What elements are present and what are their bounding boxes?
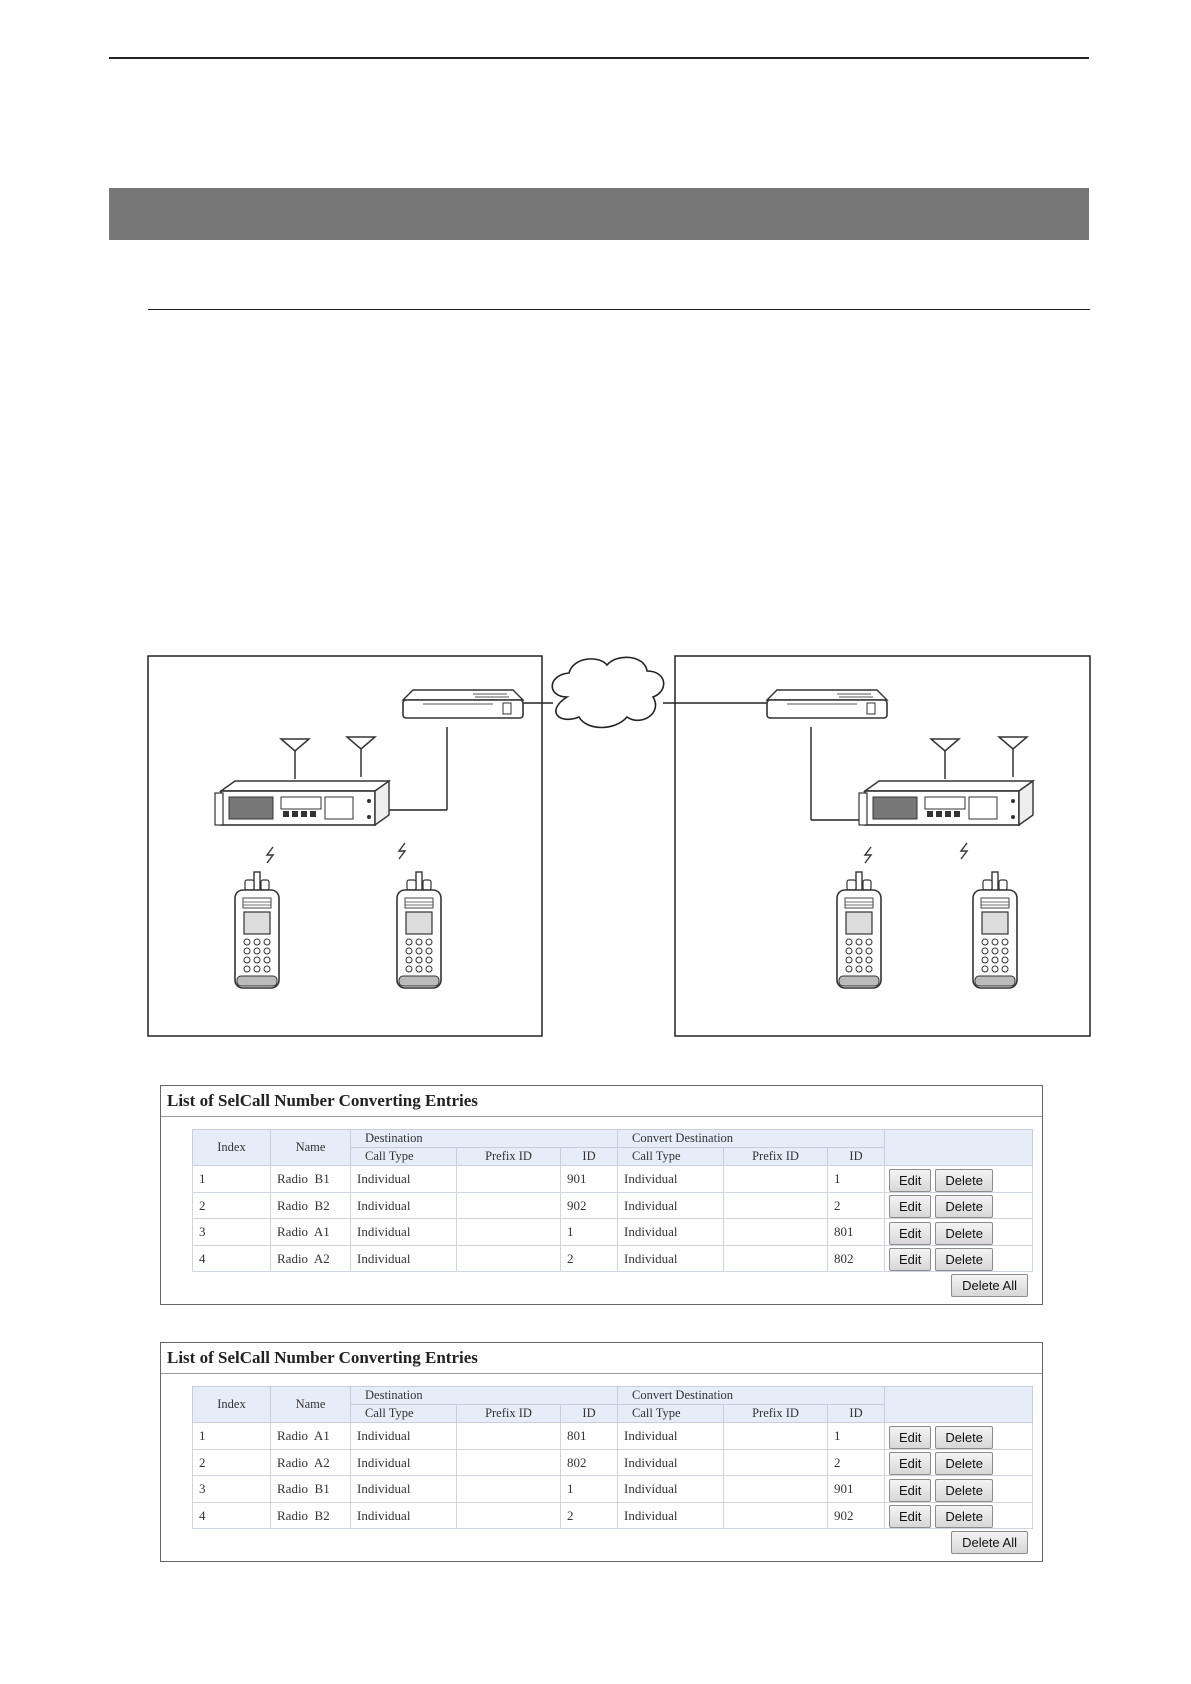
cell-name: Radio A1 [271,1423,351,1450]
cell-conv-id: 1 [828,1166,885,1193]
edit-button[interactable]: Edit [889,1222,931,1245]
delete-button[interactable]: Delete [935,1452,993,1475]
header-convert-destination: Convert Destination [618,1130,885,1148]
converting-entries-panel-1 [160,1085,1043,1305]
edit-button[interactable]: Edit [889,1169,931,1192]
header-name: Name [271,1387,351,1423]
cell-conv-prefix [724,1502,828,1529]
edit-button[interactable]: Edit [889,1248,931,1271]
table-row [193,1219,1033,1246]
handset-left-1 [235,872,279,988]
cell-conv-id: 802 [828,1245,885,1272]
cell-name: Radio A1 [271,1219,351,1246]
cell-dest-id: 802 [561,1449,618,1476]
cell-conv-prefix [724,1449,828,1476]
delete-button[interactable]: Delete [935,1169,993,1192]
cell-dest-call-type: Individual [351,1219,457,1246]
header-call-type: Call Type [351,1148,457,1166]
header-call-type: Call Type [618,1148,724,1166]
handset-left-2 [397,872,441,988]
table-row [193,1476,1033,1503]
edit-button[interactable]: Edit [889,1505,931,1528]
cell-conv-id: 2 [828,1192,885,1219]
cell-index: 4 [193,1502,271,1529]
delete-all-button[interactable]: Delete All [951,1274,1028,1297]
cell-dest-call-type: Individual [351,1245,457,1272]
cell-dest-id: 2 [561,1502,618,1529]
cell-conv-prefix [724,1192,828,1219]
cell-conv-call-type: Individual [618,1476,724,1503]
panel-title: List of SelCall Number Converting Entries [161,1343,1042,1374]
cell-dest-call-type: Individual [351,1449,457,1476]
header-destination: Destination [351,1387,618,1405]
delete-all-row [192,1274,1032,1297]
cell-index: 2 [193,1192,271,1219]
converting-entries-panel-2 [160,1342,1043,1562]
cell-dest-call-type: Individual [351,1166,457,1193]
header-prefix-id: Prefix ID [457,1148,561,1166]
header-prefix-id: Prefix ID [724,1148,828,1166]
row-actions [885,1423,1033,1450]
header-id: ID [828,1148,885,1166]
cell-dest-prefix [457,1423,561,1450]
header-actions [885,1387,1033,1423]
cell-conv-id: 902 [828,1502,885,1529]
header-id: ID [561,1405,618,1423]
header-name: Name [271,1130,351,1166]
table-row [193,1192,1033,1219]
delete-button[interactable]: Delete [935,1426,993,1449]
cell-dest-id: 1 [561,1219,618,1246]
cell-dest-id: 1 [561,1476,618,1503]
cell-index: 2 [193,1449,271,1476]
row-actions [885,1245,1033,1272]
edit-button[interactable]: Edit [889,1452,931,1475]
header-id: ID [561,1148,618,1166]
top-rule [109,57,1089,59]
cell-conv-call-type: Individual [618,1166,724,1193]
row-actions [885,1166,1033,1193]
header-index: Index [193,1387,271,1423]
panel-title: List of SelCall Number Converting Entries [161,1086,1042,1117]
delete-button[interactable]: Delete [935,1195,993,1218]
cell-name: Radio B1 [271,1166,351,1193]
row-actions [885,1219,1033,1246]
delete-all-row [192,1531,1032,1554]
cell-dest-prefix [457,1166,561,1193]
cell-dest-prefix [457,1502,561,1529]
delete-button[interactable]: Delete [935,1479,993,1502]
repeater-right [859,781,1033,825]
network-diagram [147,655,1091,1037]
header-destination: Destination [351,1130,618,1148]
cell-conv-id: 2 [828,1449,885,1476]
cell-dest-prefix [457,1192,561,1219]
table-row [193,1502,1033,1529]
cell-dest-id: 801 [561,1423,618,1450]
edit-button[interactable]: Edit [889,1426,931,1449]
cell-dest-id: 902 [561,1192,618,1219]
table-row [193,1245,1033,1272]
section-header-band [109,188,1089,240]
cell-conv-id: 1 [828,1423,885,1450]
cell-conv-call-type: Individual [618,1502,724,1529]
cell-name: Radio B1 [271,1476,351,1503]
cell-name: Radio B2 [271,1192,351,1219]
header-id: ID [828,1405,885,1423]
cell-dest-call-type: Individual [351,1476,457,1503]
cell-conv-call-type: Individual [618,1423,724,1450]
cell-conv-id: 901 [828,1476,885,1503]
entries-table [192,1129,1033,1272]
header-prefix-id: Prefix ID [724,1405,828,1423]
repeater-left [215,781,389,825]
cell-conv-call-type: Individual [618,1449,724,1476]
cell-index: 4 [193,1245,271,1272]
header-call-type: Call Type [618,1405,724,1423]
header-convert-destination: Convert Destination [618,1387,885,1405]
row-actions [885,1476,1033,1503]
cell-dest-call-type: Individual [351,1192,457,1219]
delete-button[interactable]: Delete [935,1248,993,1271]
header-actions [885,1130,1033,1166]
handset-right-1 [837,872,881,988]
row-actions [885,1192,1033,1219]
router-right [767,690,887,718]
cell-conv-prefix [724,1423,828,1450]
router-left [403,690,523,718]
cell-dest-call-type: Individual [351,1423,457,1450]
cell-dest-prefix [457,1219,561,1246]
cell-index: 1 [193,1423,271,1450]
subsection-rule [148,309,1090,310]
edit-button[interactable]: Edit [889,1195,931,1218]
cell-index: 3 [193,1476,271,1503]
delete-all-button[interactable]: Delete All [951,1531,1028,1554]
row-actions [885,1502,1033,1529]
network-cloud [552,657,663,727]
header-prefix-id: Prefix ID [457,1405,561,1423]
cell-conv-call-type: Individual [618,1192,724,1219]
handset-right-2 [973,872,1017,988]
cell-dest-prefix [457,1476,561,1503]
delete-button[interactable]: Delete [935,1222,993,1245]
cell-name: Radio B2 [271,1502,351,1529]
cell-conv-prefix [724,1476,828,1503]
header-call-type: Call Type [351,1405,457,1423]
cell-conv-call-type: Individual [618,1245,724,1272]
cell-index: 3 [193,1219,271,1246]
cell-dest-id: 901 [561,1166,618,1193]
cell-name: Radio A2 [271,1449,351,1476]
cell-dest-prefix [457,1245,561,1272]
edit-button[interactable]: Edit [889,1479,931,1502]
cell-conv-id: 801 [828,1219,885,1246]
cell-conv-prefix [724,1166,828,1193]
table-row [193,1449,1033,1476]
cell-conv-prefix [724,1245,828,1272]
entries-table [192,1386,1033,1529]
table-row [193,1423,1033,1450]
row-actions [885,1449,1033,1476]
cell-dest-prefix [457,1449,561,1476]
delete-button[interactable]: Delete [935,1505,993,1528]
table-row [193,1166,1033,1193]
cell-dest-id: 2 [561,1245,618,1272]
cell-name: Radio A2 [271,1245,351,1272]
cell-conv-prefix [724,1219,828,1246]
header-index: Index [193,1130,271,1166]
cell-conv-call-type: Individual [618,1219,724,1246]
cell-dest-call-type: Individual [351,1502,457,1529]
cell-index: 1 [193,1166,271,1193]
